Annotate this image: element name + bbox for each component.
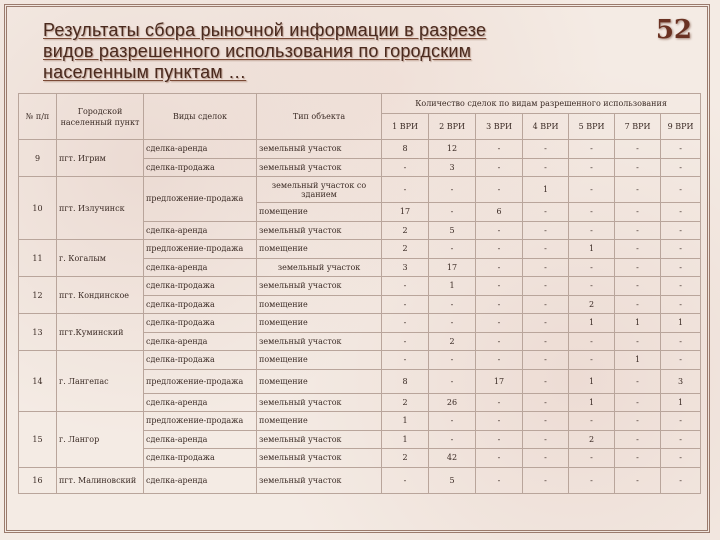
title-line-1: Результаты сбора рыночной информации в разрезе <box>43 20 487 40</box>
row-number: 11 <box>19 240 57 277</box>
vri-value: 5 <box>429 467 476 493</box>
vri-value: - <box>523 140 569 159</box>
deal-type: предложение-продажа <box>144 177 257 222</box>
vri-value: - <box>523 369 569 393</box>
header-vri: 4 ВРИ <box>523 114 569 140</box>
vri-value: - <box>661 158 701 177</box>
vri-value: - <box>476 258 523 277</box>
deal-type: сделка-аренда <box>144 430 257 449</box>
vri-value: - <box>523 240 569 259</box>
vri-value: - <box>523 295 569 314</box>
vri-value: - <box>429 295 476 314</box>
header-vri: 3 ВРИ <box>476 114 523 140</box>
vri-value: - <box>615 158 661 177</box>
object-type: земельный участок <box>257 221 382 240</box>
vri-value: 5 <box>429 221 476 240</box>
row-number: 12 <box>19 277 57 314</box>
vri-value: 1 <box>661 314 701 333</box>
vri-value: 3 <box>382 258 429 277</box>
vri-value: - <box>661 467 701 493</box>
vri-value: - <box>569 467 615 493</box>
title-line-3: населенным пунктам … <box>43 62 247 82</box>
table-row <box>19 467 701 493</box>
table-row <box>19 140 701 159</box>
vri-value: 1 <box>615 351 661 370</box>
vri-value: 17 <box>476 369 523 393</box>
row-number: 13 <box>19 314 57 351</box>
city-name: пгт. Кондинское <box>57 277 144 314</box>
vri-value: - <box>523 221 569 240</box>
row-number: 10 <box>19 177 57 240</box>
vri-value: - <box>476 240 523 259</box>
vri-value: - <box>615 140 661 159</box>
vri-value: 1 <box>569 393 615 412</box>
vri-value: - <box>569 177 615 203</box>
vri-value: - <box>476 158 523 177</box>
vri-value: 2 <box>382 393 429 412</box>
object-type: земельный участок <box>257 449 382 468</box>
vri-value: - <box>476 314 523 333</box>
vri-value: - <box>382 351 429 370</box>
market-data-table <box>18 93 701 494</box>
vri-value: - <box>476 467 523 493</box>
header-vri: 5 ВРИ <box>569 114 615 140</box>
object-type: помещение <box>257 203 382 222</box>
vri-value: - <box>661 221 701 240</box>
vri-value: 1 <box>429 277 476 296</box>
vri-value: - <box>523 449 569 468</box>
vri-value: - <box>615 177 661 203</box>
vri-value: 1 <box>615 314 661 333</box>
object-type: земельный участок <box>257 277 382 296</box>
vri-value: - <box>382 314 429 333</box>
vri-value: - <box>429 314 476 333</box>
vri-value: - <box>661 332 701 351</box>
deal-type: сделка-продажа <box>144 314 257 333</box>
vri-value: - <box>523 158 569 177</box>
object-type: земельный участок <box>257 430 382 449</box>
vri-value: - <box>429 177 476 203</box>
vri-value: 1 <box>382 430 429 449</box>
header-deal: Виды сделок <box>144 94 257 140</box>
vri-value: - <box>615 221 661 240</box>
header-object: Тип объекта <box>257 94 382 140</box>
vri-value: - <box>382 158 429 177</box>
city-name: г. Когалым <box>57 240 144 277</box>
object-type: земельный участок <box>257 140 382 159</box>
vri-value: - <box>523 258 569 277</box>
vri-value: - <box>615 412 661 431</box>
vri-value: - <box>615 369 661 393</box>
city-name: пгт. Излучинск <box>57 177 144 240</box>
table-row <box>19 412 701 431</box>
header-vri: 7 ВРИ <box>615 114 661 140</box>
vri-value: 2 <box>569 295 615 314</box>
city-name: пгт.Куминский <box>57 314 144 351</box>
vri-value: - <box>615 258 661 277</box>
vri-value: - <box>569 158 615 177</box>
header-num: № п/п <box>19 94 57 140</box>
vri-value: - <box>615 277 661 296</box>
vri-value: - <box>661 177 701 203</box>
vri-value: 26 <box>429 393 476 412</box>
vri-value: - <box>615 203 661 222</box>
row-number: 14 <box>19 351 57 412</box>
vri-value: - <box>523 203 569 222</box>
vri-value: - <box>476 140 523 159</box>
deal-type: предложение-продажа <box>144 369 257 393</box>
table-row <box>19 240 701 259</box>
vri-value: - <box>569 258 615 277</box>
header-vri-group: Количество сделок по видам разрешенного использования <box>382 94 701 114</box>
vri-value: - <box>661 140 701 159</box>
vri-value: - <box>661 351 701 370</box>
city-name: г. Лангор <box>57 412 144 468</box>
deal-type: сделка-аренда <box>144 467 257 493</box>
deal-type: сделка-продажа <box>144 158 257 177</box>
vri-value: - <box>661 203 701 222</box>
deal-type: сделка-аренда <box>144 258 257 277</box>
row-number: 16 <box>19 467 57 493</box>
header-city: Городской населенный пункт <box>57 94 144 140</box>
vri-value: - <box>476 295 523 314</box>
vri-value: - <box>569 449 615 468</box>
deal-type: сделка-продажа <box>144 449 257 468</box>
vri-value: - <box>661 449 701 468</box>
vri-value: - <box>429 351 476 370</box>
vri-value: - <box>476 393 523 412</box>
vri-value: 2 <box>569 430 615 449</box>
vri-value: - <box>523 332 569 351</box>
vri-value: 8 <box>382 140 429 159</box>
vri-value: - <box>615 449 661 468</box>
object-type: земельный участок <box>257 332 382 351</box>
deal-type: сделка-аренда <box>144 140 257 159</box>
object-type: помещение <box>257 295 382 314</box>
header-vri: 2 ВРИ <box>429 114 476 140</box>
deal-type: сделка-аренда <box>144 393 257 412</box>
vri-value: - <box>661 295 701 314</box>
vri-value: - <box>615 332 661 351</box>
vri-value: - <box>382 295 429 314</box>
deal-type: сделка-продажа <box>144 351 257 370</box>
deal-type: сделка-аренда <box>144 332 257 351</box>
vri-value: 8 <box>382 369 429 393</box>
vri-value: 1 <box>569 240 615 259</box>
vri-value: - <box>523 277 569 296</box>
vri-value: - <box>476 430 523 449</box>
vri-value: - <box>615 467 661 493</box>
vri-value: - <box>476 221 523 240</box>
vri-value: - <box>569 203 615 222</box>
vri-value: 6 <box>476 203 523 222</box>
vri-value: - <box>523 393 569 412</box>
row-number: 15 <box>19 412 57 468</box>
vri-value: - <box>429 203 476 222</box>
object-type: земельный участок <box>257 393 382 412</box>
deal-type: сделка-продажа <box>144 295 257 314</box>
vri-value: 12 <box>429 140 476 159</box>
object-type: земельный участок <box>257 258 382 277</box>
vri-value: - <box>429 240 476 259</box>
vri-value: - <box>569 277 615 296</box>
deal-type: предложение-продажа <box>144 240 257 259</box>
object-type: помещение <box>257 314 382 333</box>
vri-value: - <box>661 240 701 259</box>
object-type: земельный участок со зданием <box>257 177 382 203</box>
vri-value: - <box>382 332 429 351</box>
city-name: пгт. Игрим <box>57 140 144 177</box>
table-row <box>19 277 701 296</box>
object-type: земельный участок <box>257 467 382 493</box>
page-title <box>43 20 603 83</box>
row-number: 9 <box>19 140 57 177</box>
vri-value: 2 <box>429 332 476 351</box>
vri-value: 1 <box>661 393 701 412</box>
title-line-2: видов разрешенного использования по городским <box>43 41 472 61</box>
object-type: помещение <box>257 351 382 370</box>
vri-value: 1 <box>382 412 429 431</box>
vri-value: - <box>382 177 429 203</box>
vri-value: - <box>476 351 523 370</box>
vri-value: - <box>429 369 476 393</box>
vri-value: 2 <box>382 221 429 240</box>
city-name: пгт. Малиновский <box>57 467 144 493</box>
table-row <box>19 351 701 370</box>
object-type: земельный участок <box>257 158 382 177</box>
table-row <box>19 177 701 203</box>
vri-value: - <box>661 412 701 431</box>
vri-value: - <box>661 258 701 277</box>
vri-value: 1 <box>569 369 615 393</box>
vri-value: - <box>476 177 523 203</box>
deal-type: сделка-аренда <box>144 221 257 240</box>
object-type: помещение <box>257 412 382 431</box>
vri-value: - <box>523 412 569 431</box>
vri-value: - <box>661 430 701 449</box>
vri-value: - <box>429 412 476 431</box>
vri-value: - <box>476 449 523 468</box>
city-name: г. Лангепас <box>57 351 144 412</box>
vri-value: - <box>569 221 615 240</box>
vri-value: - <box>523 351 569 370</box>
vri-value: - <box>523 430 569 449</box>
page-number: 52 <box>655 15 692 45</box>
vri-value: - <box>569 351 615 370</box>
vri-value: 1 <box>569 314 615 333</box>
vri-value: - <box>429 430 476 449</box>
vri-value: - <box>476 277 523 296</box>
vri-value: 17 <box>429 258 476 277</box>
deal-type: предложение-продажа <box>144 412 257 431</box>
header-vri: 1 ВРИ <box>382 114 429 140</box>
vri-value: - <box>569 140 615 159</box>
vri-value: - <box>615 430 661 449</box>
vri-value: 3 <box>429 158 476 177</box>
vri-value: - <box>569 412 615 431</box>
vri-value: 1 <box>523 177 569 203</box>
vri-value: 17 <box>382 203 429 222</box>
vri-value: 3 <box>661 369 701 393</box>
vri-value: - <box>615 393 661 412</box>
vri-value: - <box>382 277 429 296</box>
vri-value: - <box>615 240 661 259</box>
header-vri: 9 ВРИ <box>661 114 701 140</box>
table-row <box>19 314 701 333</box>
vri-value: - <box>476 332 523 351</box>
vri-value: - <box>615 295 661 314</box>
vri-value: - <box>523 314 569 333</box>
deal-type: сделка-продажа <box>144 277 257 296</box>
vri-value: 2 <box>382 240 429 259</box>
vri-value: - <box>569 332 615 351</box>
object-type: помещение <box>257 369 382 393</box>
object-type: помещение <box>257 240 382 259</box>
vri-value: - <box>382 467 429 493</box>
vri-value: - <box>476 412 523 431</box>
vri-value: 42 <box>429 449 476 468</box>
vri-value: - <box>523 467 569 493</box>
vri-value: - <box>661 277 701 296</box>
vri-value: 2 <box>382 449 429 468</box>
